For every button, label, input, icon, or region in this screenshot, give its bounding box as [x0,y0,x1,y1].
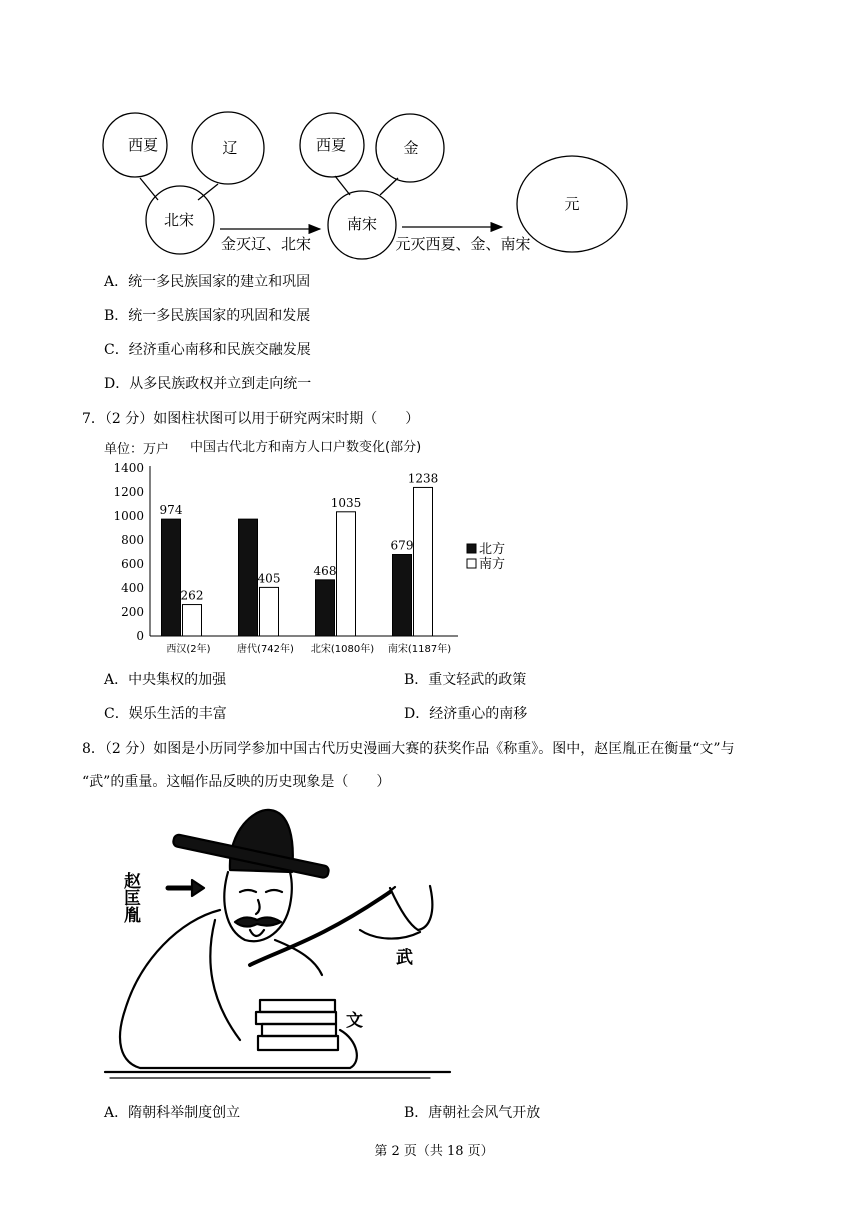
legend-label: 南方 [479,557,506,572]
q8-option-a: A．隋朝科举制度创立 [104,1105,241,1121]
node-xixia-2: 西夏 [315,136,347,154]
x-tick-label: 唐代(742年) [237,644,294,655]
y-tick-label: 800 [121,533,144,547]
q8-stem-line2: “武”的重量。这幅作品反映的历史现象是（ ） [82,774,391,790]
y-tick-label: 200 [121,605,144,619]
cartoon-label-wen: 文 [346,1011,363,1031]
x-tick-label: 南宋(1187年) [387,644,452,655]
bar-south [183,605,202,636]
legend-label: 北方 [479,542,506,557]
q8-option-b: B．唐朝社会风气开放 [404,1105,541,1121]
y-tick-label: 1400 [113,461,144,475]
data-label: 1035 [330,495,362,510]
node-xixia-1: 西夏 [127,136,159,154]
y-tick-label: 1200 [113,485,144,499]
y-tick-label: 0 [136,629,144,643]
bar-south [414,487,433,636]
node-yuan: 元 [564,195,580,213]
q6-option-c: C．经济重心南移和民族交融发展 [104,342,311,358]
y-tick-label: 400 [121,581,144,595]
cartoon-label-person: 赵匡胤 [120,872,140,923]
x-tick-label: 西汉(2年) [166,644,211,655]
q8-stem-line1: 8．（2 分）如图是小历同学参加中国古代历史漫画大赛的获奖作品《称重》。图中，赵匡胤正在衡量“文”与 [82,741,735,757]
bar-south [337,512,356,636]
data-label: 405 [257,571,281,586]
q7-stem: 7．（2 分）如图柱状图可以用于研究两宋时期（ ） [82,411,420,427]
bar-north [239,519,258,636]
arrow-label-2: 元灭西夏、金、南宋 [395,235,531,253]
q7-option-b: B．重文轻武的政策 [404,672,527,688]
q6-option-d: D．从多民族政权并立到走向统一 [104,376,312,392]
bar-north [162,519,181,636]
data-label: 1238 [407,471,439,486]
x-tick-label: 北宋(1080年) [310,644,375,655]
node-jin: 金 [403,139,419,157]
q6-option-b: B．统一多民族国家的巩固和发展 [104,308,311,324]
bar-south [260,587,279,636]
legend-swatch [467,559,476,568]
cartoon-label-wu: 武 [396,948,413,968]
chart-unit-label: 单位：万户 [104,442,170,457]
node-liao: 辽 [222,139,238,157]
node-nansong: 南宋 [346,215,378,233]
q6-option-a: A．统一多民族国家的建立和巩固 [104,274,311,290]
arrow-label-1: 金灭辽、北宋 [220,235,312,253]
data-label: 679 [390,538,414,553]
page-footer: 第 2 页（共 18 页） [374,1144,494,1159]
dynasty-diagram [0,0,868,265]
y-tick-label: 1000 [113,509,144,523]
data-label: 262 [180,588,204,603]
cartoon-weighing-illustration [100,800,460,1085]
q7-option-c: C．娱乐生活的丰富 [104,706,227,722]
population-bar-chart [0,430,868,660]
q7-option-d: D．经济重心的南移 [404,706,528,722]
legend-swatch [467,544,476,553]
bar-north [316,580,335,636]
bar-north [393,555,412,636]
chart-title: 中国古代北方和南方人口户数变化(部分) [190,440,422,455]
data-label: 974 [159,503,183,518]
y-tick-label: 600 [121,557,144,571]
q7-option-a: A．中央集权的加强 [104,672,227,688]
data-label: 468 [313,563,337,578]
node-beisong: 北宋 [163,211,195,229]
